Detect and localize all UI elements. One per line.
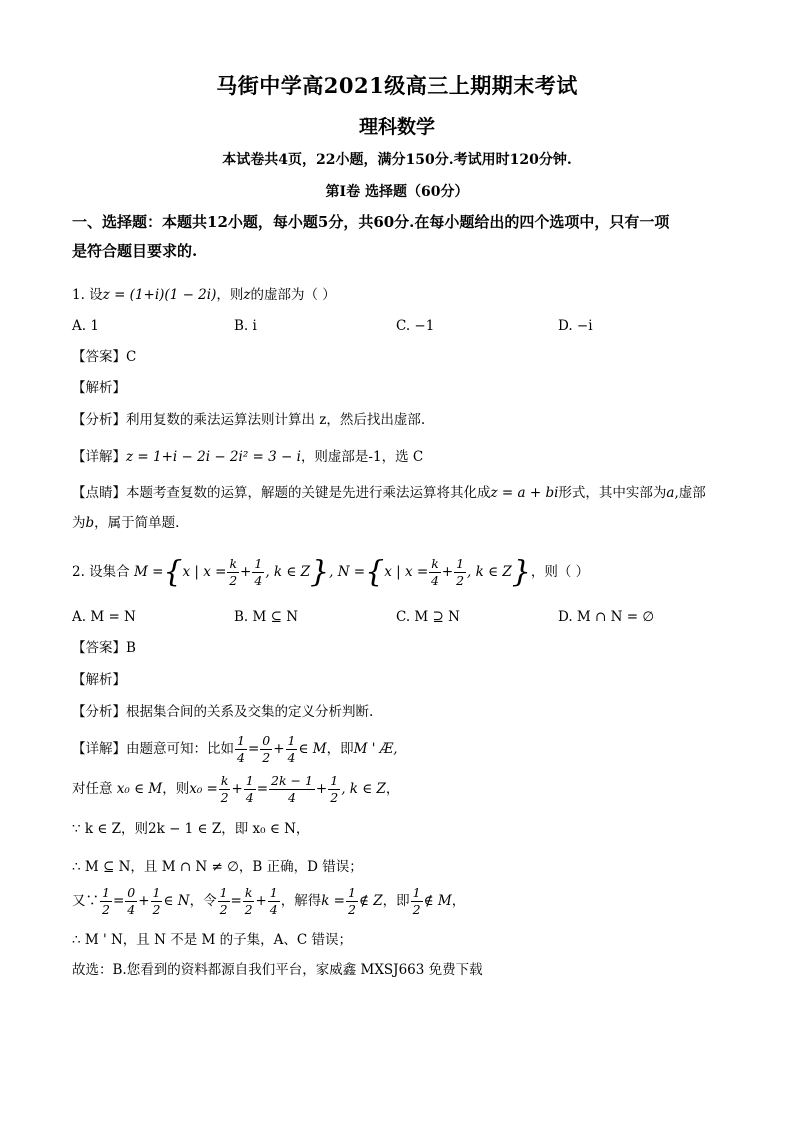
q2-detail-line5: 又∵ $\frac{1}{2}$ = $\frac{0}{4}$ + $\frac{1}{2}$ ∈ N，令 $\frac{1}{2}$ = $\frac{k}{2}$ + $\frac{1}{4}$ ，解得k = $\frac{1}{2}$ ∉ Z，即 $\frac{1}{2}$ ∉ M， <box>72 885 466 917</box>
q1-stem-expr: z = (1+i)(1 − 2i) <box>102 287 217 303</box>
q1-detail: 【详解】z = 1+i − 2i − 2i² = 3 − i，则虚部是-1，选 C <box>72 449 424 465</box>
q2-detail-line1: 【详解】由题意可知：比如 $\frac{1}{4}$ = $\frac{0}{2}$ + $\frac{1}{4}$ ∈ M，即M ' Æ, <box>72 733 398 765</box>
q2-option-d: D. M ∩ N = ∅ <box>558 609 655 625</box>
q1-dianjing-line2: 为b，属于简单题. <box>72 515 180 531</box>
q2-option-c: C. M ⊇ N <box>396 609 460 625</box>
q2-option-b: B. M ⊆ N <box>234 609 299 625</box>
exam-info: 本试卷共4页，22小题，满分150分.考试用时120分钟. <box>222 152 572 168</box>
q2-detail-line6: ∴ M ' N，且 N 不是 M 的子集，A、C 错误； <box>72 932 352 948</box>
q2-detail-line3: ∵ k ∈ Z，则2k − 1 ∈ Z，即 x₀ ∈ N， <box>72 821 310 837</box>
section-heading-line2: 是符合题目要求的. <box>72 242 198 260</box>
q2-set-m: M ={x | x = $\frac{k}{2}$ + $\frac{1}{4}$ , k ∈ Z}, N ={x | x = $\frac{k}{4}$ + $\frac{1}{2}$ , k ∈ Z} <box>133 554 531 590</box>
q2-option-a: A. M = N <box>72 609 136 625</box>
q1-answer: 【答案】C <box>72 349 137 365</box>
q2-analysis-tag: 【解析】 <box>72 672 126 688</box>
exam-subject: 理科数学 <box>358 116 435 138</box>
exam-title: 马街中学高2021级高三上期期末考试 <box>216 73 578 98</box>
q1-dianjing-line1: 【点睛】本题考查复数的运算，解题的关键是先进行乘法运算将其化成z = a + bi形式，其中实部为a,虚部 <box>72 485 706 501</box>
q1-fenxi: 【分析】利用复数的乘法运算法则计算出 z，然后找出虚部. <box>72 412 426 428</box>
q2-detail-line4: ∴ M ⊆ N，且 M ∩ N ≠ ∅，B 正确，D 错误； <box>72 859 363 875</box>
q1-stem: 1. 设z = (1+i)(1 − 2i)，则z的虚部为（ ） <box>72 287 336 303</box>
q2-detail-line7: 故选：B.您看到的资料都源自我们平台，家威鑫 MXSJ663 免费下载 <box>72 962 483 978</box>
q1-option-b: B. i <box>234 318 257 334</box>
q1-option-a: A. 1 <box>72 318 99 334</box>
q1-option-d: D. −i <box>558 318 593 334</box>
q2-fenxi: 【分析】根据集合间的关系及交集的定义分析判断. <box>72 704 374 720</box>
q2-answer: 【答案】B <box>72 640 136 656</box>
section-heading-line1: 一、选择题：本题共12小题，每小题5分，共60分.在每小题给出的四个选项中，只有一项 <box>72 213 670 231</box>
q1-analysis-tag: 【解析】 <box>72 380 126 396</box>
volume-heading: 第I卷 选择题（60分） <box>325 184 469 200</box>
q2-detail-line2: 对任意 x₀ ∈ M，则x₀ = $\frac{k}{2}$ + $\frac{1}{4}$ = $\frac{2k - 1}{4}$ + $\frac{1}{2}$ , k ∈ Z， <box>72 773 400 805</box>
q2-stem: 2. 设集合 M ={x | x = $\frac{k}{2}$ + $\frac{1}{4}$ , k ∈ Z}, N ={x | x = $\frac{k}{4}$ + $\frac{1}{2}$ , k ∈ Z}，则（ ） <box>72 554 590 590</box>
q1-option-c: C. −1 <box>396 318 435 334</box>
